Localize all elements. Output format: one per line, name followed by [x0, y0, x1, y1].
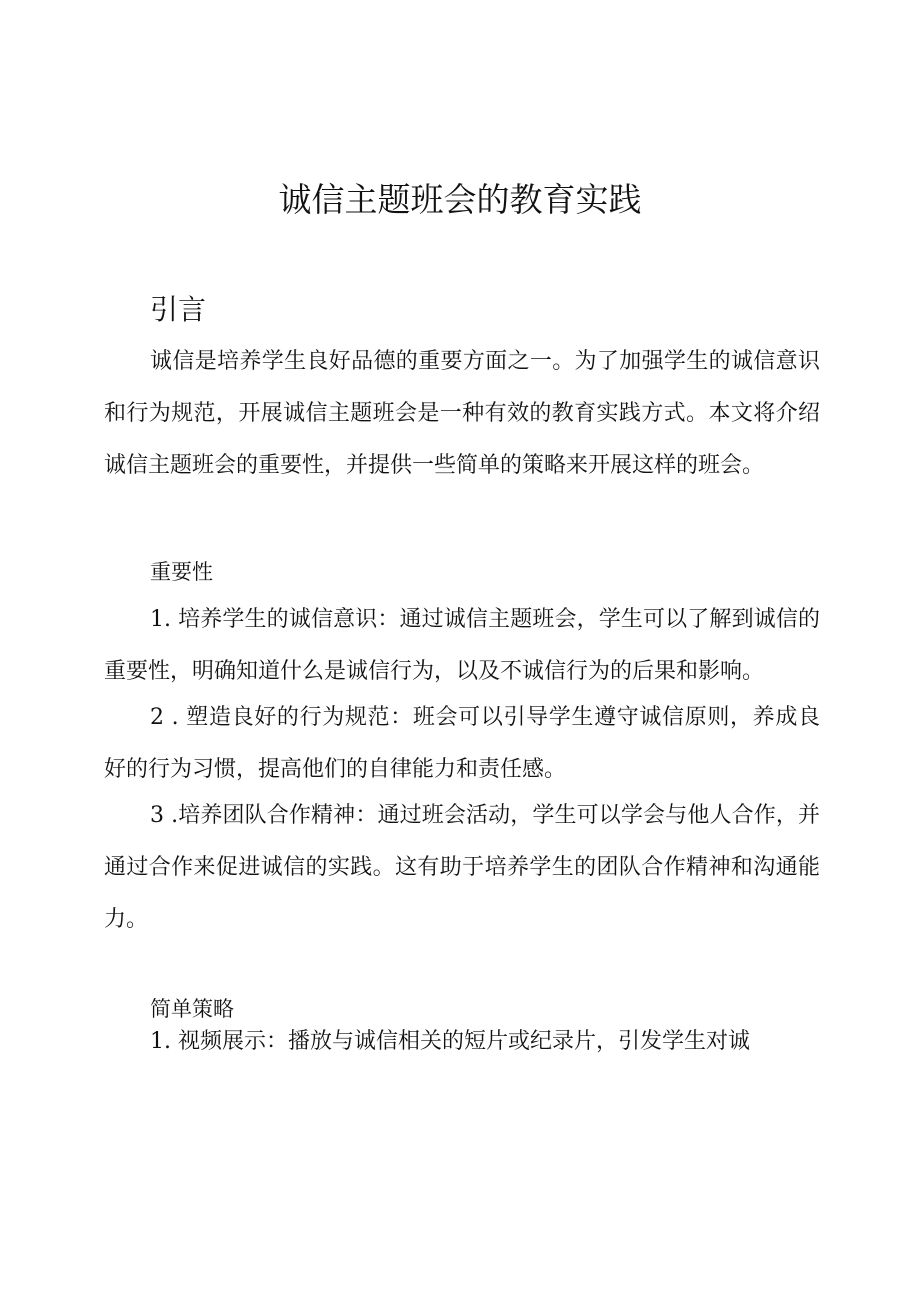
intro-heading: 引言 [150, 293, 207, 326]
importance-item-1: 1. 培养学生的诚信意识：通过诚信主题班会，学生可以了解到诚信的重要性，明确知道什么是诚信行为，以及不诚信行为的后果和影响。 [104, 607, 820, 684]
importance-heading: 重要性 [150, 560, 213, 584]
intro-paragraph: 诚信是培养学生良好品德的重要方面之一。为了加强学生的诚信意识和行为规范，开展诚信主题班会是一种有效的教育实践方式。本文将介绍诚信主题班会的重要性，并提供一些简单的策略来开展这样的班会。 [104, 349, 820, 478]
importance-item-3: 3 .培养团队合作精神：通过班会活动，学生可以学会与他人合作，并通过合作来促进诚信的实践。这有助于培养学生的团队合作精神和沟通能力。 [104, 803, 820, 932]
document-title: 诚信主题班会的教育实践 [278, 180, 642, 219]
strategy-item-1: 1. 视频展示：播放与诚信相关的短片或纪录片，引发学生对诚 [150, 1029, 750, 1054]
strategy-heading: 简单策略 [150, 997, 234, 1021]
importance-item-2: 2 . 塑造良好的行为规范：班会可以引导学生遵守诚信原则，养成良好的行为习惯，提高他们的自律能力和责任感。 [104, 705, 820, 782]
